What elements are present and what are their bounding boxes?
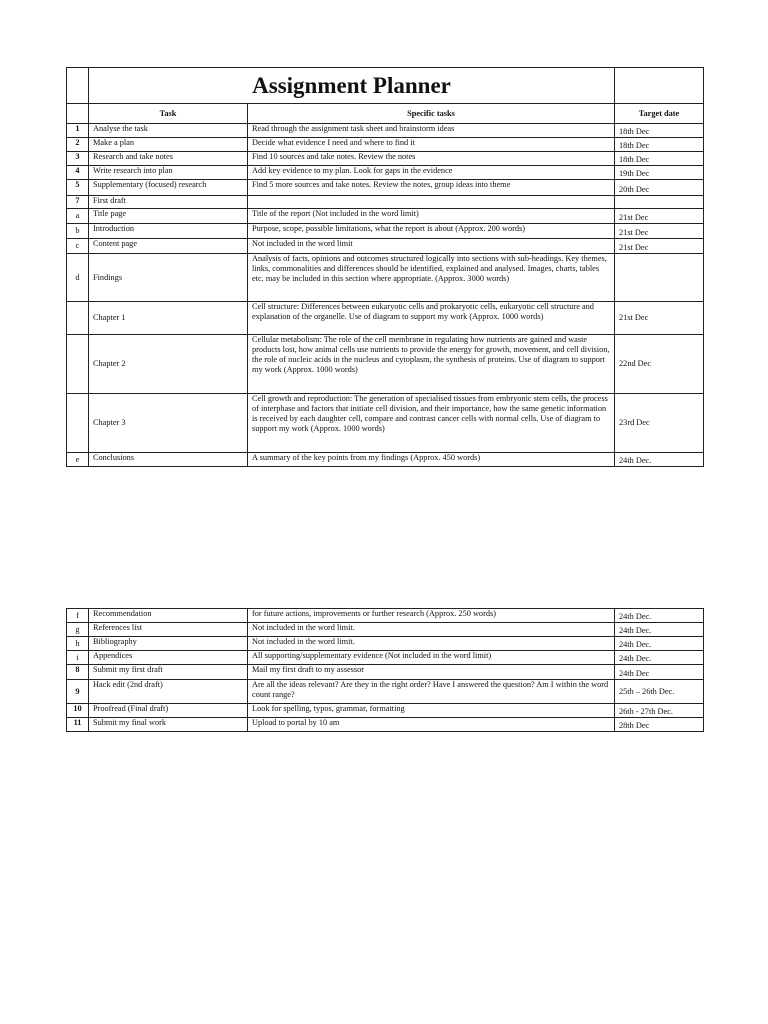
row-date: 24th Dec: [615, 665, 704, 680]
table-row: [67, 718, 704, 732]
table-row: [67, 209, 704, 224]
row-specific: Read through the assignment task sheet and brainstorm ideas: [248, 124, 615, 138]
table-row: [67, 124, 704, 138]
row-specific: Are all the ideas relevant? Are they in the right order? Have I answered the question? Am I within the word count range?: [248, 680, 615, 704]
row-specific: Cell structure: Differences between eukaryotic cells and prokaryotic cells, eukaryotic cell structure and explanation of the organelle. Use of diagram to support my work (Approx. 1000 words): [248, 302, 615, 335]
title-empty-cell: [67, 68, 89, 104]
row-date: 24th Dec.: [615, 453, 704, 467]
row-specific: Cellular metabolism: The role of the cell membrane in regulating how nutrients are gained and waste products lost, how animal cells use nutrients to provide the energy for growth, movement, and cell division, the role of nucleic acids in the nucleus and cytoplasm, the synthesis of proteins. Use of diagram to support my work (Approx. 1000 words): [248, 335, 615, 394]
table-row: [67, 704, 704, 718]
row-date: 23rd Dec: [615, 394, 704, 453]
table-row: [67, 651, 704, 665]
row-task: Chapter 1: [89, 302, 248, 335]
table-row: [67, 196, 704, 209]
row-letter: [67, 335, 89, 394]
row-task: Bibliography: [89, 637, 248, 651]
row-specific: Upload to portal by 10 am: [248, 718, 615, 732]
row-task: Conclusions: [89, 453, 248, 467]
header-task: Task: [89, 104, 248, 124]
row-date: 24th Dec.: [615, 623, 704, 637]
row-task: Supplementary (focused) research: [89, 180, 248, 196]
row-task: Write research into plan: [89, 166, 248, 180]
row-date: 19th Dec: [615, 166, 704, 180]
row-task: Recommendation: [89, 609, 248, 623]
table-row: [67, 302, 704, 335]
table-row: [67, 665, 704, 680]
row-task: Chapter 3: [89, 394, 248, 453]
header-empty-cell: [67, 104, 89, 124]
row-date: [615, 196, 704, 209]
row-date: 24th Dec.: [615, 609, 704, 623]
row-date: 18th Dec: [615, 152, 704, 166]
table-row: [67, 623, 704, 637]
row-task: Make a plan: [89, 138, 248, 152]
row-specific: Not included in the word limit: [248, 239, 615, 254]
row-letter: g: [67, 623, 89, 637]
table-row: [67, 680, 704, 704]
table-row: [67, 453, 704, 467]
row-date: 18th Dec: [615, 124, 704, 138]
row-task: First draft: [89, 196, 248, 209]
row-task: Submit my first draft: [89, 665, 248, 680]
row-letter: h: [67, 637, 89, 651]
row-specific: Not included in the word limit.: [248, 637, 615, 651]
row-date: 21st Dec: [615, 302, 704, 335]
row-number: 11: [67, 718, 89, 732]
row-date: 22nd Dec: [615, 335, 704, 394]
row-date: 20th Dec: [615, 180, 704, 196]
row-task: Findings: [89, 254, 248, 302]
row-date: 21st Dec: [615, 224, 704, 239]
row-date: 24th Dec.: [615, 651, 704, 665]
row-specific: Decide what evidence I need and where to find it: [248, 138, 615, 152]
row-number: 7: [67, 196, 89, 209]
row-task: Introduction: [89, 224, 248, 239]
row-number: 3: [67, 152, 89, 166]
row-date: 21st Dec: [615, 239, 704, 254]
row-specific: Not included in the word limit.: [248, 623, 615, 637]
row-letter: c: [67, 239, 89, 254]
row-task: Chapter 2: [89, 335, 248, 394]
row-specific: [248, 196, 615, 209]
row-task: Hack edit (2nd draft): [89, 680, 248, 704]
row-number: 9: [67, 680, 89, 704]
table-row: [67, 166, 704, 180]
row-task: Submit my final work: [89, 718, 248, 732]
row-specific: Title of the report (Not included in the word limit): [248, 209, 615, 224]
header-specific-tasks: Specific tasks: [248, 104, 615, 124]
row-date: 26th - 27th Dec.: [615, 704, 704, 718]
header-row: [67, 104, 704, 124]
row-letter: [67, 394, 89, 453]
row-specific: Look for spelling, typos, grammar, formatting: [248, 704, 615, 718]
table-row: [67, 394, 704, 453]
table-row: [67, 180, 704, 196]
row-task: References list: [89, 623, 248, 637]
table-row: [67, 609, 704, 623]
row-date: 18th Dec: [615, 138, 704, 152]
row-number: 5: [67, 180, 89, 196]
row-task: Analyse the task: [89, 124, 248, 138]
row-date: 28th Dec: [615, 718, 704, 732]
row-letter: b: [67, 224, 89, 239]
row-number: 8: [67, 665, 89, 680]
planner-table-continued: [66, 608, 704, 732]
row-task: Proofread (Final draft): [89, 704, 248, 718]
row-date: [615, 254, 704, 302]
row-specific: Find 5 more sources and take notes. Review the notes, group ideas into theme: [248, 180, 615, 196]
page-title: Assignment Planner: [89, 68, 615, 104]
planner-table: [66, 67, 704, 467]
row-specific: Analysis of facts, opinions and outcomes structured logically into sections with sub-headings. Key themes, links, commonalities and differences should be identified, explained and analysed. Images, charts, tables etc. may be included in this section where appropriate. (Approx. 3000 words): [248, 254, 615, 302]
row-number: 1: [67, 124, 89, 138]
row-specific: All supporting/supplementary evidence (Not included in the word limit): [248, 651, 615, 665]
row-letter: a: [67, 209, 89, 224]
row-letter: [67, 302, 89, 335]
row-specific: Cell growth and reproduction: The generation of specialised tissues from embryonic stem cells, the process of interphase and factors that initiate cell division, and their importance, how the same genetic information is received by each daughter cell, compare and contrast cancer cells with normal cells. Use of diagram to support my work (Approx. 1000 words): [248, 394, 615, 453]
table-row: [67, 254, 704, 302]
row-date: 21st Dec: [615, 209, 704, 224]
row-letter: e: [67, 453, 89, 467]
row-letter: d: [67, 254, 89, 302]
row-specific: for future actions, improvements or further research (Approx. 250 words): [248, 609, 615, 623]
row-number: 2: [67, 138, 89, 152]
table-row: [67, 152, 704, 166]
table-row: [67, 224, 704, 239]
row-specific: Purpose, scope, possible limitations, what the report is about (Approx. 200 words): [248, 224, 615, 239]
row-number: 10: [67, 704, 89, 718]
row-task: Research and take notes: [89, 152, 248, 166]
table-row: [67, 239, 704, 254]
row-letter: f: [67, 609, 89, 623]
title-row: [67, 68, 704, 104]
row-task: Title page: [89, 209, 248, 224]
row-specific: A summary of the key points from my findings (Approx. 450 words): [248, 453, 615, 467]
row-task: Appendices: [89, 651, 248, 665]
title-empty-cell: [615, 68, 704, 104]
row-task: Content page: [89, 239, 248, 254]
row-date: 25th – 26th Dec.: [615, 680, 704, 704]
header-target-date: Target date: [615, 104, 704, 124]
row-date: 24th Dec.: [615, 637, 704, 651]
row-specific: Add key evidence to my plan. Look for gaps in the evidence: [248, 166, 615, 180]
row-specific: Find 10 sources and take notes. Review the notes: [248, 152, 615, 166]
row-specific: Mail my first draft to my assessor: [248, 665, 615, 680]
row-letter: i: [67, 651, 89, 665]
table-row: [67, 637, 704, 651]
table-row: [67, 335, 704, 394]
row-number: 4: [67, 166, 89, 180]
table-row: [67, 138, 704, 152]
